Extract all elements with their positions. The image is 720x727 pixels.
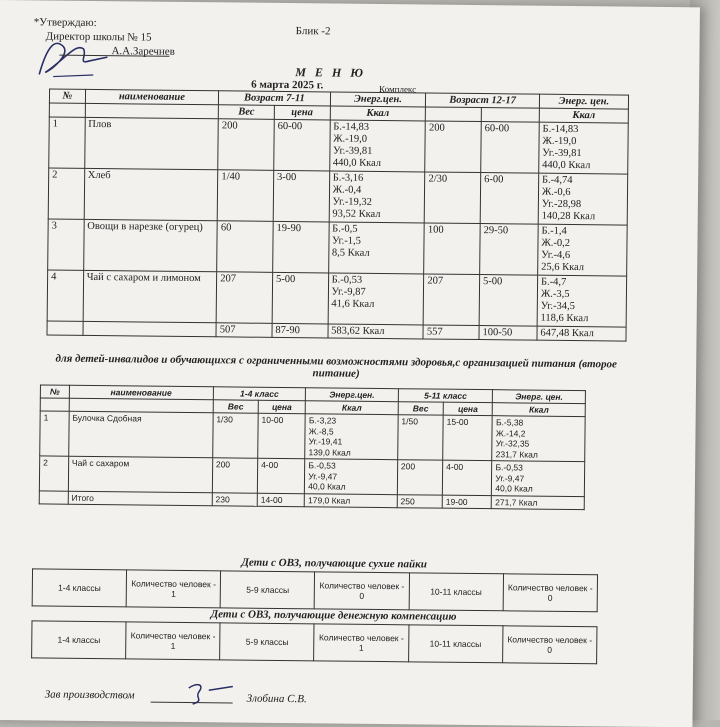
col-weight2: Вес bbox=[398, 402, 443, 415]
row-energy2 bbox=[538, 173, 628, 225]
row-energy1 bbox=[305, 459, 398, 494]
col-price1: цена bbox=[258, 400, 305, 413]
col-kcal1: Ккал bbox=[330, 106, 426, 121]
row-energy2-line: Ж.-14,2 bbox=[495, 427, 526, 439]
total-weight1: 230 bbox=[212, 492, 257, 505]
row-energy2-line: Б.-14,83 bbox=[542, 123, 579, 136]
total-price2: 100-50 bbox=[479, 326, 537, 341]
row-price2: 5-00 bbox=[479, 275, 537, 327]
row-energy1-line: Ж.-0,4 bbox=[332, 184, 362, 196]
row-energy2-line: Уг.-32,35 bbox=[495, 438, 530, 449]
row-energy2-line: Уг.-9,47 bbox=[495, 472, 525, 484]
menu-date: 6 марта 2025 г. bbox=[251, 78, 324, 92]
row-weight2: 100 bbox=[424, 223, 480, 275]
col-age2: Возраст 12-17 bbox=[426, 93, 540, 108]
row-name: Булочка Сдобная bbox=[69, 411, 213, 458]
col-price2: цена bbox=[443, 402, 492, 416]
row-price1: 3-00 bbox=[273, 170, 329, 222]
col-energy2: Энерг. цен. bbox=[539, 94, 628, 109]
col-energy2: Энерг. цен. bbox=[493, 390, 586, 404]
total-energy1: 179,0 Ккал bbox=[304, 493, 397, 507]
row-weight1: 60 bbox=[217, 221, 273, 273]
row-price1: 5-00 bbox=[272, 272, 328, 324]
col-kcal1: Ккал bbox=[305, 401, 398, 415]
count-cell: Количество человек - 1 bbox=[126, 570, 221, 608]
grade-group-cell: 5-9 классы bbox=[220, 571, 315, 609]
row-name: Чай с сахаром и лимоном bbox=[83, 270, 217, 322]
total-weight2: 557 bbox=[423, 325, 479, 340]
footer-role: Зав производством bbox=[44, 688, 135, 702]
col-num: № bbox=[49, 89, 85, 103]
total-price1: 87-90 bbox=[272, 323, 328, 338]
row-price1: 10-00 bbox=[258, 413, 306, 458]
row-energy2-line: Ж.-0,6 bbox=[541, 186, 571, 198]
dry-ration-title: Дети с ОВЗ, получающие сухие пайки bbox=[241, 556, 427, 571]
row-energy1 bbox=[305, 414, 398, 460]
row-price2: 4-00 bbox=[442, 460, 492, 495]
row-energy1-line: 93,52 Ккал bbox=[332, 208, 381, 220]
row-energy1-line: Б.-14,83 bbox=[333, 121, 370, 133]
table-row bbox=[32, 621, 597, 664]
col-energy1: Энерг.цен. bbox=[330, 92, 426, 107]
grade-group-cell: 10-11 классы bbox=[409, 573, 504, 611]
row-price2: 29-50 bbox=[480, 224, 538, 276]
row-energy1-line: Уг.-19,41 bbox=[308, 436, 343, 447]
table-row bbox=[48, 168, 628, 225]
row-energy1-line: Ж.-8,5 bbox=[308, 425, 334, 437]
col-weight1: Вес bbox=[213, 400, 258, 413]
row-energy2-line: Уг.-28,98 bbox=[541, 198, 582, 211]
total-price1: 14-00 bbox=[257, 493, 304, 506]
row-name: Овощи в нарезке (огурец) bbox=[83, 219, 217, 271]
director-signature bbox=[33, 34, 113, 81]
col-grade1: 1-4 класс bbox=[213, 387, 306, 401]
row-energy2 bbox=[539, 122, 629, 174]
row-price1: 19-90 bbox=[273, 221, 329, 273]
row-energy1-line: Б.-3,23 bbox=[308, 415, 337, 426]
grade-group-cell: 1-4 классы bbox=[32, 621, 127, 659]
table-row bbox=[49, 117, 629, 174]
grade-group-cell: 5-9 классы bbox=[220, 623, 315, 661]
main-menu-table bbox=[46, 89, 629, 342]
total-label: Итого bbox=[68, 491, 212, 506]
col-energy1: Энерг.цен. bbox=[306, 388, 399, 402]
dry-ration-table bbox=[32, 568, 598, 612]
row-energy2-line: Ж.-3,5 bbox=[540, 288, 570, 300]
complex-label: Комплекс bbox=[379, 83, 417, 95]
footer-name: Злобина С.В. bbox=[246, 692, 307, 706]
menu-title: М Е Н Ю bbox=[295, 65, 367, 80]
row-energy2 bbox=[492, 416, 585, 462]
row-weight2: 207 bbox=[423, 274, 479, 326]
row-num: 2 bbox=[39, 456, 68, 491]
grade-group-cell: 10-11 классы bbox=[408, 625, 503, 663]
col-name: наименование bbox=[69, 385, 213, 400]
table-row bbox=[32, 569, 597, 612]
row-weight2: 200 bbox=[397, 460, 443, 495]
row-energy2-line: Уг.-34,5 bbox=[540, 300, 575, 313]
row-weight2: 1/50 bbox=[398, 415, 444, 460]
row-energy1-line: 440,0 Ккал bbox=[332, 157, 382, 169]
compensation-title: Дети с ОВЗ, получающие денежную компенсацию bbox=[210, 608, 457, 623]
row-energy2-line: 25,6 Ккал bbox=[541, 261, 585, 274]
total-weight2: 250 bbox=[397, 494, 442, 507]
row-energy1-line: Ж.-19,0 bbox=[333, 133, 368, 145]
row-energy1 bbox=[328, 273, 424, 325]
row-weight2: 2/30 bbox=[425, 172, 481, 224]
row-energy2-line: Б.-4,74 bbox=[541, 174, 573, 187]
row-energy2-line: 140,28 Ккал bbox=[541, 210, 596, 223]
row-energy2-line: Ж.-19,0 bbox=[542, 135, 577, 148]
approve-label: *Утверждаю: bbox=[33, 16, 97, 30]
total-energy2: 271,7 Ккал bbox=[492, 495, 585, 509]
table-row bbox=[40, 411, 585, 462]
director-label: Директор школы № 15 bbox=[45, 30, 152, 44]
compensation-table bbox=[31, 620, 597, 664]
col-price1: цена bbox=[274, 105, 330, 120]
row-energy2-line: Уг.-4,6 bbox=[541, 249, 571, 261]
total-energy2: 647,48 Ккал bbox=[537, 326, 626, 341]
director-name: А.А.Заречнев bbox=[111, 45, 175, 58]
count-cell: Количество человек - 0 bbox=[315, 572, 410, 610]
disabled-section-title: для детей-инвалидов и обучающихся с ограниченными возможностями здоровья,с организацией питания (второе питание) bbox=[55, 352, 617, 380]
count-cell: Количество человек - 0 bbox=[503, 574, 598, 612]
col-kcal2: Ккал bbox=[539, 108, 628, 123]
row-num: 2 bbox=[48, 168, 84, 219]
table-row bbox=[48, 219, 628, 276]
col-name: наименование bbox=[85, 89, 219, 104]
grade-group-cell: 1-4 классы bbox=[32, 569, 127, 607]
total-weight1: 507 bbox=[216, 323, 272, 338]
total-price2: 19-00 bbox=[442, 495, 491, 509]
row-weight1: 200 bbox=[212, 458, 258, 493]
row-energy2-line: 40,0 Ккал bbox=[495, 483, 533, 494]
row-energy1-line: Уг.-39,81 bbox=[332, 145, 373, 157]
row-energy2-line: Б.-5,38 bbox=[495, 417, 524, 428]
row-weight2: 200 bbox=[425, 121, 481, 173]
row-energy1-line: Б.-0,53 bbox=[308, 460, 336, 471]
row-energy1-line: Б.-0,53 bbox=[331, 274, 363, 286]
row-energy1-line: 8,5 Ккал bbox=[331, 247, 370, 259]
form-code: Блик -2 bbox=[295, 25, 331, 38]
row-energy2-line: 118,6 Ккал bbox=[540, 312, 589, 325]
row-price1: 4-00 bbox=[257, 458, 305, 493]
row-energy1-line: 139,0 Ккал bbox=[308, 446, 351, 458]
row-energy2 bbox=[538, 224, 628, 276]
col-weight1: Вес bbox=[219, 105, 275, 120]
row-energy1-line: Уг.-9,87 bbox=[331, 286, 366, 298]
row-name: Плов bbox=[84, 117, 218, 169]
row-energy1 bbox=[329, 171, 425, 223]
row-energy1-line: 40,0 Ккал bbox=[308, 481, 346, 492]
row-num: 3 bbox=[48, 219, 84, 270]
count-cell: Количество человек - 1 bbox=[126, 622, 221, 660]
row-energy2-line: Б.-0,53 bbox=[495, 462, 523, 473]
row-num: 1 bbox=[40, 411, 69, 456]
row-name: Чай с сахаром bbox=[68, 456, 212, 492]
row-energy2-line: Ж.-0,2 bbox=[541, 237, 571, 249]
row-weight1: 207 bbox=[216, 272, 272, 324]
total-energy1: 583,62 Ккал bbox=[328, 324, 424, 339]
row-energy2-line: Б.-4,7 bbox=[540, 276, 567, 288]
row-energy1-line: Уг.-1,5 bbox=[332, 235, 362, 247]
col-age1: Возраст 7-11 bbox=[219, 91, 330, 106]
table-row bbox=[39, 456, 584, 496]
row-energy1 bbox=[329, 120, 425, 172]
row-price2: 60-00 bbox=[481, 122, 539, 174]
row-weight1: 200 bbox=[218, 119, 274, 171]
table-row bbox=[47, 270, 627, 327]
col-grade2: 5-11 класс bbox=[398, 389, 493, 403]
row-energy1-line: Б.-3,16 bbox=[332, 172, 364, 184]
row-energy2-line: 231,7 Ккал bbox=[495, 448, 538, 460]
row-num: 1 bbox=[49, 117, 85, 168]
row-energy1-line: 41,6 Ккал bbox=[331, 298, 375, 310]
col-kcal2: Ккал bbox=[493, 403, 586, 417]
row-energy1-line: Уг.-9,47 bbox=[308, 470, 338, 482]
row-energy2 bbox=[537, 275, 627, 327]
row-energy1-line: Б.-0,5 bbox=[332, 223, 358, 235]
row-energy1-line: Уг.-19,32 bbox=[332, 196, 372, 208]
row-price1: 60-00 bbox=[274, 119, 330, 171]
row-price2: 6-00 bbox=[480, 173, 538, 225]
row-energy2-line: 440,0 Ккал bbox=[542, 159, 591, 172]
row-energy2-line: Уг.-39,81 bbox=[542, 147, 582, 160]
footer-signature bbox=[183, 678, 243, 709]
row-energy2 bbox=[492, 461, 585, 496]
count-cell: Количество человек - 1 bbox=[314, 624, 409, 662]
disabled-menu-table bbox=[39, 384, 586, 509]
count-cell: Количество человек - 0 bbox=[502, 626, 597, 664]
row-num: 4 bbox=[47, 270, 83, 321]
col-num: № bbox=[40, 385, 69, 398]
row-price2: 15-00 bbox=[443, 415, 493, 461]
row-energy1 bbox=[328, 222, 424, 274]
row-name: Хлеб bbox=[84, 168, 218, 220]
row-weight1: 1/40 bbox=[217, 170, 273, 222]
row-weight1: 1/30 bbox=[212, 413, 258, 458]
row-energy2-line: Б.-1,4 bbox=[541, 225, 567, 237]
